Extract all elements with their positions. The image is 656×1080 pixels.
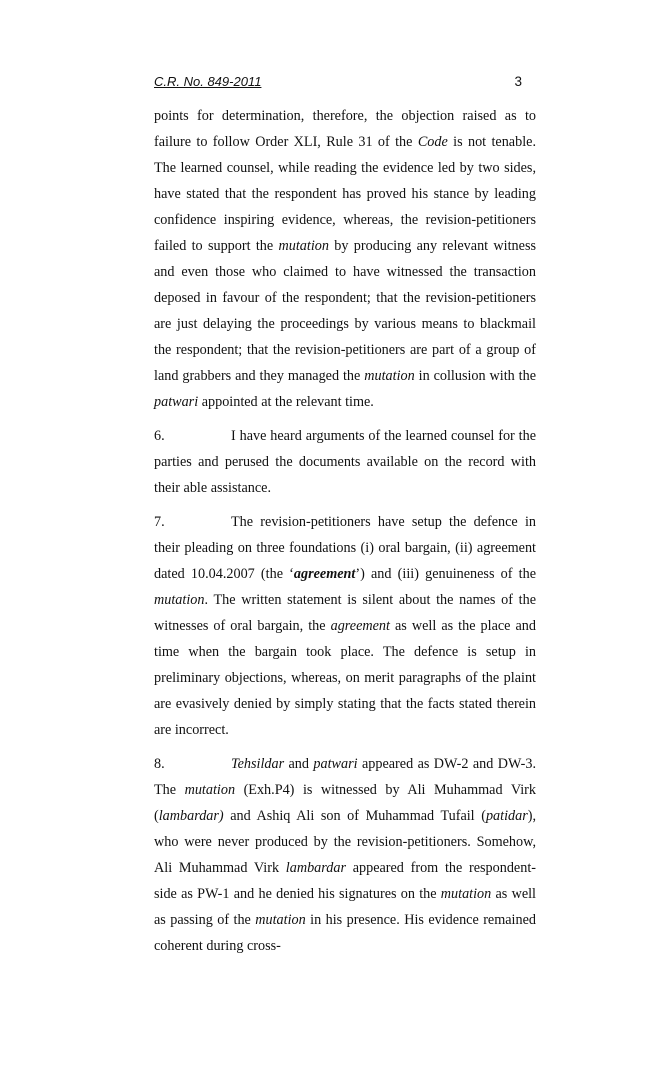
italic-term: lambardar) [158, 808, 224, 824]
italic-term: lambardar [285, 860, 346, 876]
page-number: 3 [514, 74, 522, 89]
italic-term: mutation [278, 238, 329, 254]
paragraph-8: 8. Tehsildar and patwari appeared as DW-2 and DW-3. The mutation (Exh.P4) is witnessed by Ali Muhammad Virk (lambardar) and Ashiq Ali son of Muhammad Tufail (patidar), who were never produced by the revision-petitioners. Somehow, Ali Muhammad Virk lambardar appeared from the respondent-side as PW-1 and he denied his signatures on the mutation as well as passing of the mutation in his presence. His evidence remained coherent during cross- [154, 751, 536, 959]
italic-term: mutation [255, 912, 306, 928]
italic-term: patwari [154, 394, 199, 410]
continuation-paragraph: points for determination, therefore, the objection raised as to failure to follow Order XLI, Rule 31 of the Code is not tenable. The learned counsel, while reading the evidence led by two sides, have stated that the respondent has proved his stance by leading confidence inspiring evidence, whereas, the revision-petitioners failed to support the mutation by producing any relevant witness and even those who claimed to have witnessed the transaction deposed in favour of the respondent; that the revision-petitioners are just delaying the proceedings by various means to blackmail the respondent; that the revision-petitioners are part of a group of land grabbers and they managed the mutation in collusion with the patwari appointed at the relevant time. [154, 108, 536, 410]
paragraph-number: 6. [154, 428, 165, 444]
case-number: C.R. No. 849-2011 [154, 74, 262, 89]
italic-term: patwari [313, 756, 358, 772]
italic-term: mutation [184, 782, 236, 798]
paragraph-6: 6. I have heard arguments of the learned counsel for the parties and perused the documents available on the record with their able assistance. [154, 423, 536, 501]
italic-term: mutation [440, 886, 492, 902]
italic-term: Code [417, 134, 448, 150]
italic-term: Tehsildar [231, 756, 285, 772]
bold-italic-term: agreement [293, 566, 356, 582]
italic-term: agreement [330, 618, 390, 634]
italic-term: mutation [364, 368, 415, 384]
page-header [154, 74, 522, 94]
document-body [154, 103, 536, 959]
paragraph-7: 7. The revision-petitioners have setup the defence in their pleading on three foundations (i) oral bargain, (ii) agreement dated 10.04.2007 (the ‘agreement’) and (iii) genuineness of the mutation. The written statement is silent about the names of the witnesses of oral bargain, the agreement as well as the place and time when the bargain took place. The defence is setup in preliminary objections, whereas, on merit paragraphs of the plaint are evasively denied by simply stating that the facts stated therein are incorrect. [154, 509, 536, 743]
italic-term: mutation [154, 592, 205, 608]
italic-term: patidar [485, 808, 528, 824]
paragraph-number: 8. [154, 756, 165, 772]
paragraph-number: 7. [154, 514, 165, 530]
